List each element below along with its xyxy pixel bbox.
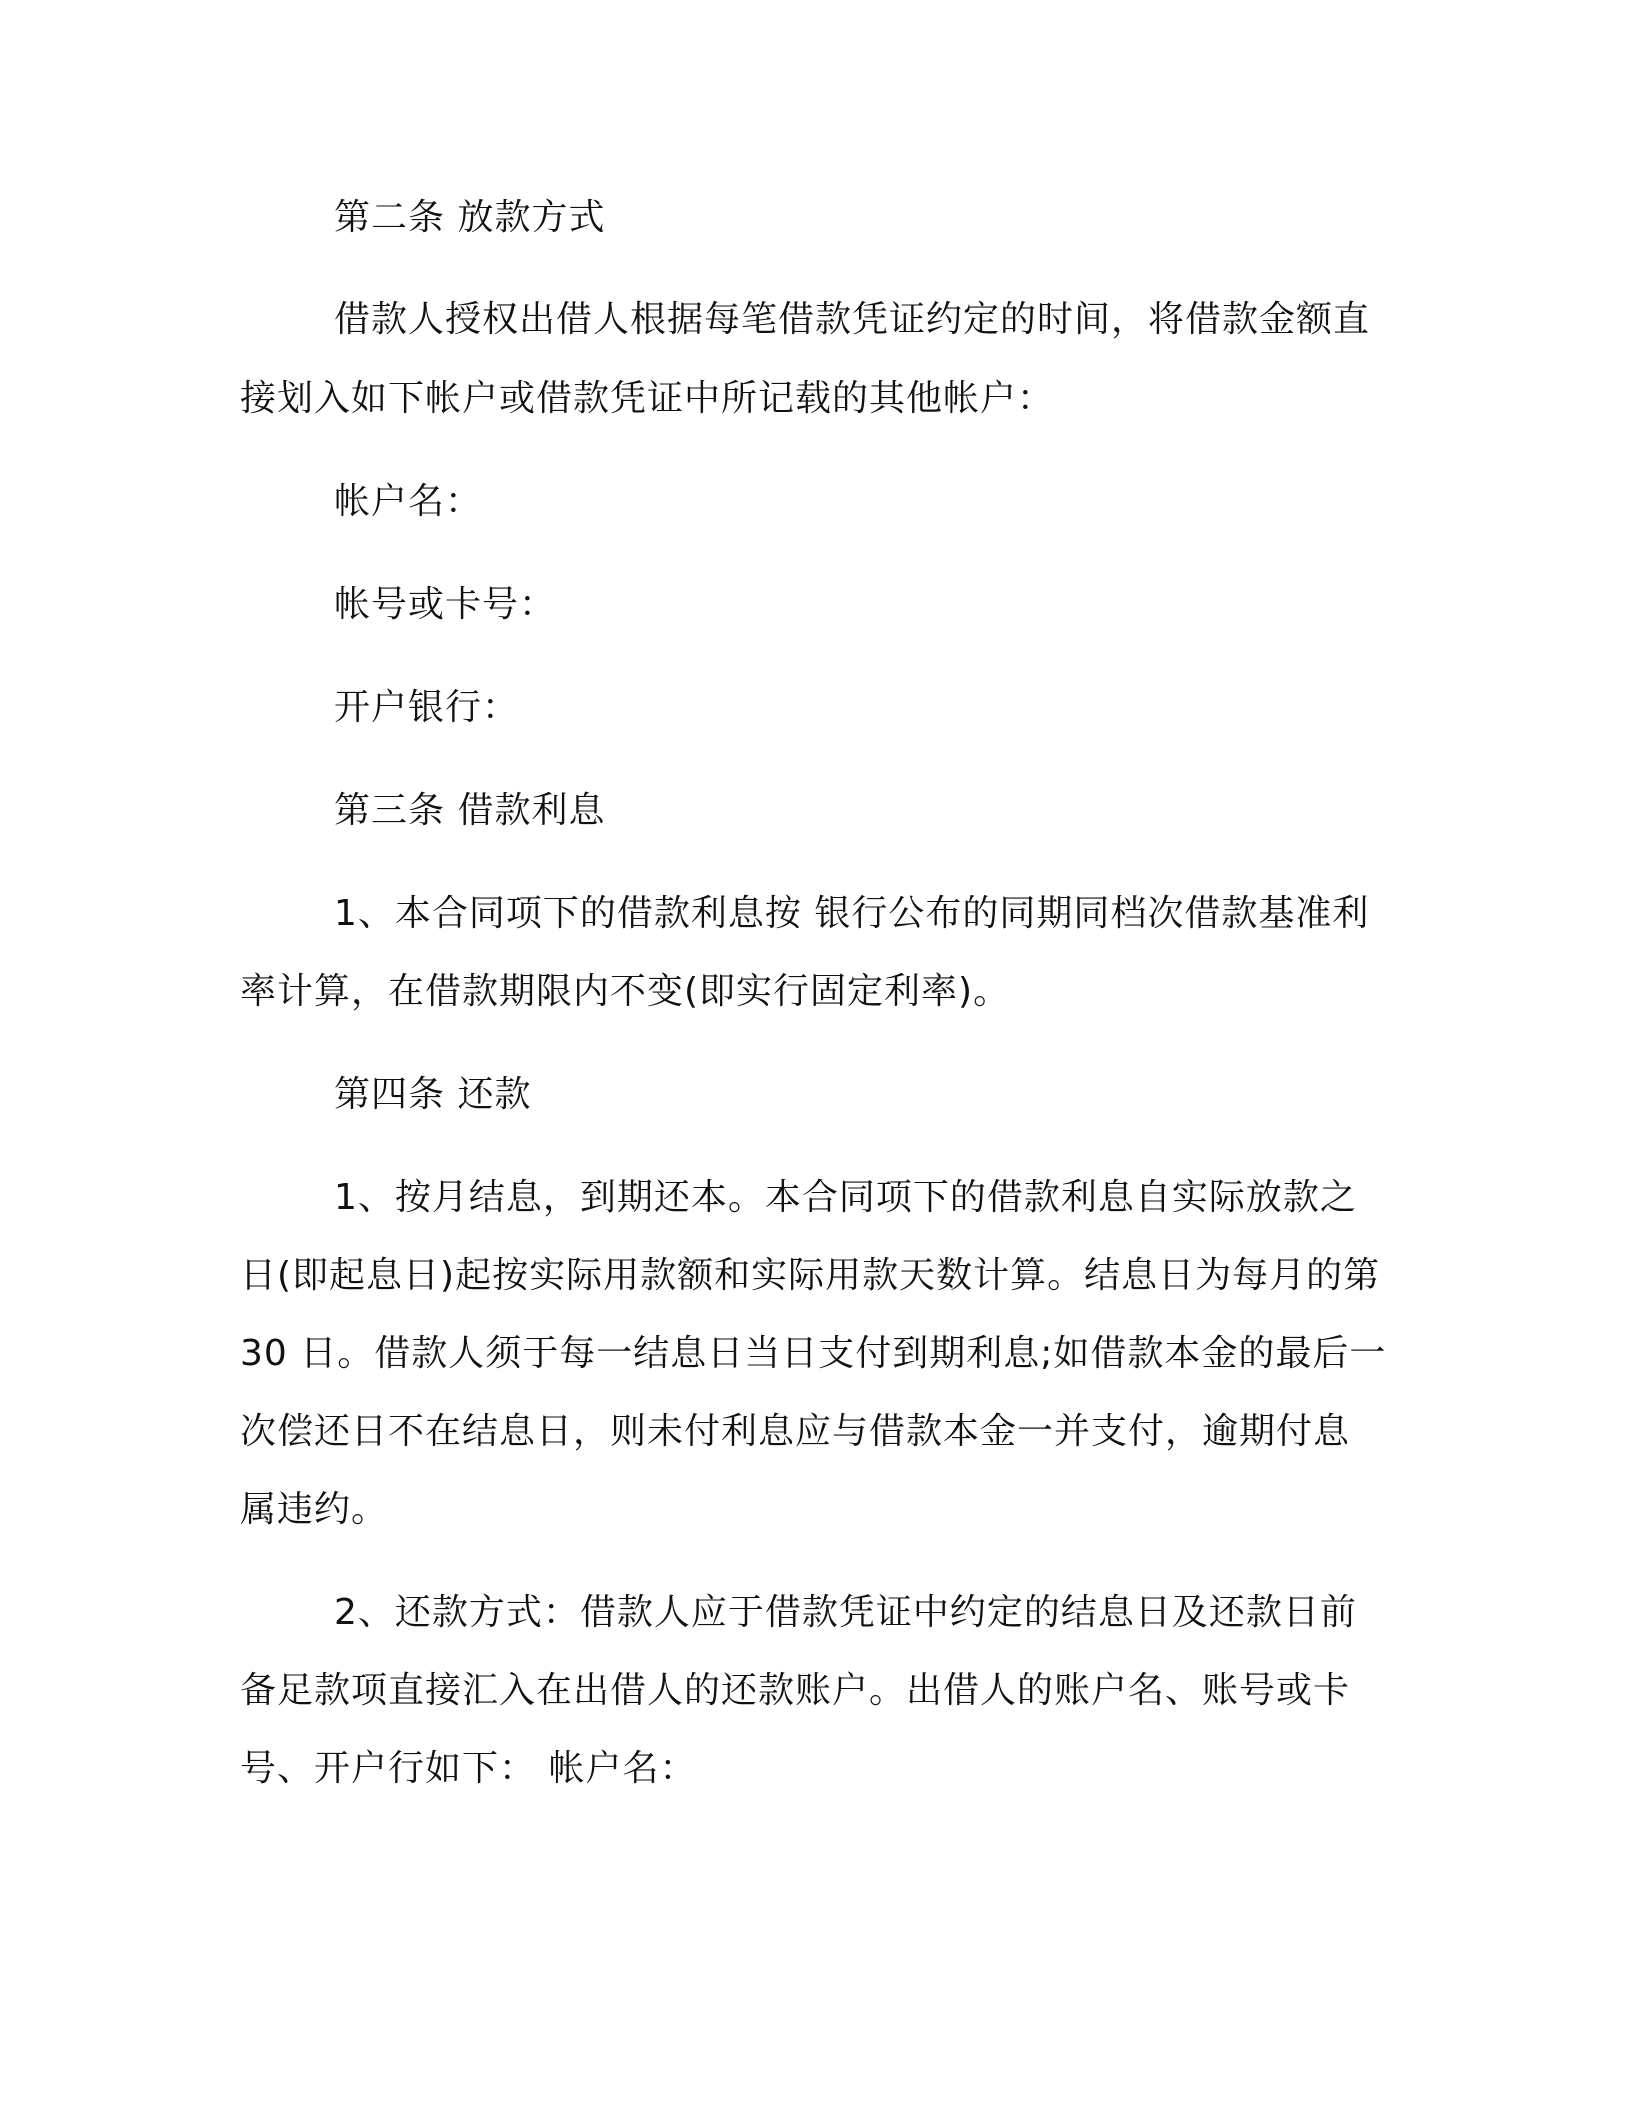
text-line: 1、本合同项下的借款利息按 银行公布的同期同档次借款基准利: [334, 893, 1370, 934]
text-line: 接划入如下帐户或借款凭证中所记载的其他帐户：: [240, 378, 1055, 419]
article-2-heading: 第二条 放款方式: [334, 197, 606, 238]
account-name-label: 帐户名：: [334, 481, 483, 522]
text-line: 属违约。: [240, 1489, 389, 1530]
article-3-heading: 第三条 借款利息: [334, 790, 606, 831]
article-4-heading: 第四条 还款: [334, 1074, 532, 1115]
text-line: 日(即起息日)起按实际用款额和实际用款天数计算。结息日为每月的第: [240, 1255, 1381, 1296]
text-line: 率计算，在借款期限内不变(即实行固定利率)。: [240, 971, 1011, 1012]
account-number-label: 帐号或卡号：: [334, 584, 557, 625]
text-line: 借款人授权出借人根据每笔借款凭证约定的时间，将借款金额直: [334, 299, 1371, 340]
text-line: 2、还款方式：借款人应于借款凭证中约定的结息日及还款日前: [334, 1592, 1357, 1633]
text-line: 30 日。借款人须于每一结息日当日支付到期利息;如借款本金的最后一: [240, 1333, 1387, 1374]
bank-label: 开户银行：: [334, 687, 520, 728]
text-line: 备足款项直接汇入在出借人的还款账户。出借人的账户名、账号或卡: [240, 1670, 1351, 1711]
text-line: 1、按月结息，到期还本。本合同项下的借款利息自实际放款之: [334, 1177, 1357, 1218]
text-line: 次偿还日不在结息日，则未付利息应与借款本金一并支付，逾期付息: [240, 1411, 1351, 1452]
text-line: 号、开户行如下： 帐户名：: [240, 1748, 697, 1789]
